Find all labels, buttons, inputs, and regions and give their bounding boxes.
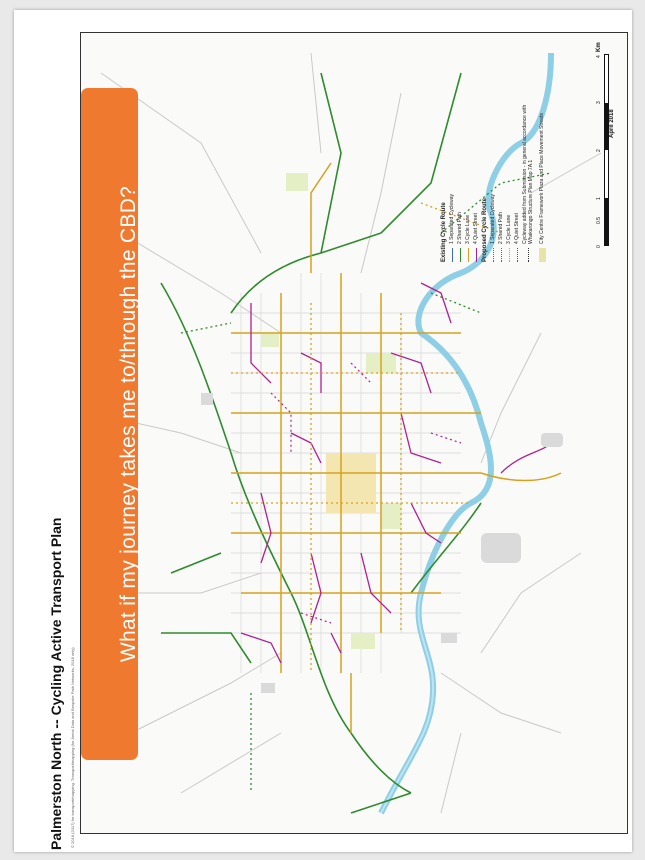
footer-credits: © 2018 (2017) for transport/mapping. Transport/mapping (for Aerial Data and Bespoke Path Networks, 2018 only) <box>70 647 75 848</box>
plan-title: Palmerston North -- Cycling Active Transport Plan <box>48 517 64 850</box>
legend-item: 2 Shared Path <box>456 42 464 262</box>
legend-item: 4 Quiet Street <box>513 42 521 262</box>
scale-tick: 3 <box>596 101 602 104</box>
legend-item: 1 Separated Cycleway <box>489 42 497 262</box>
question-banner <box>81 88 138 760</box>
map-date: April 2018 <box>609 109 615 138</box>
cbd-area <box>326 453 376 513</box>
scale-tick: 0.5 <box>596 217 602 224</box>
scale-tick: 4 <box>596 55 602 58</box>
built-areas <box>201 393 563 693</box>
scale-tick: 0 <box>596 245 602 248</box>
map-sheet <box>14 10 632 852</box>
parks <box>261 173 401 649</box>
legend-item: 3 Cycle Lane <box>464 42 472 262</box>
legend-existing-heading: Existing Cycle Route <box>441 202 447 262</box>
legend-item: City Centre Framework Plaza and Place Movement Streets <box>535 42 549 262</box>
legend-item: 1 Separated Cycleway <box>448 42 456 262</box>
legend-item: 4 Quiet Street <box>472 42 480 262</box>
scale-bar <box>596 38 615 258</box>
legend-item: 2 Shared Path <box>497 42 505 262</box>
scale-unit: Km <box>596 42 602 52</box>
legend-proposed-heading: Proposed Cycle Route <box>482 197 488 262</box>
scale-tick: 2 <box>596 149 602 152</box>
banner-text: What if my journey takes me to/through the CBD? <box>117 185 140 663</box>
map-legend <box>439 42 609 262</box>
legend-item: 3 Cycle Lane <box>505 42 513 262</box>
legend-item: Cycleway added from Submission - in general accordance with Whakarongo Structure Plan Map 7A.1 <box>521 42 535 262</box>
scale-tick: 1 <box>596 197 602 200</box>
